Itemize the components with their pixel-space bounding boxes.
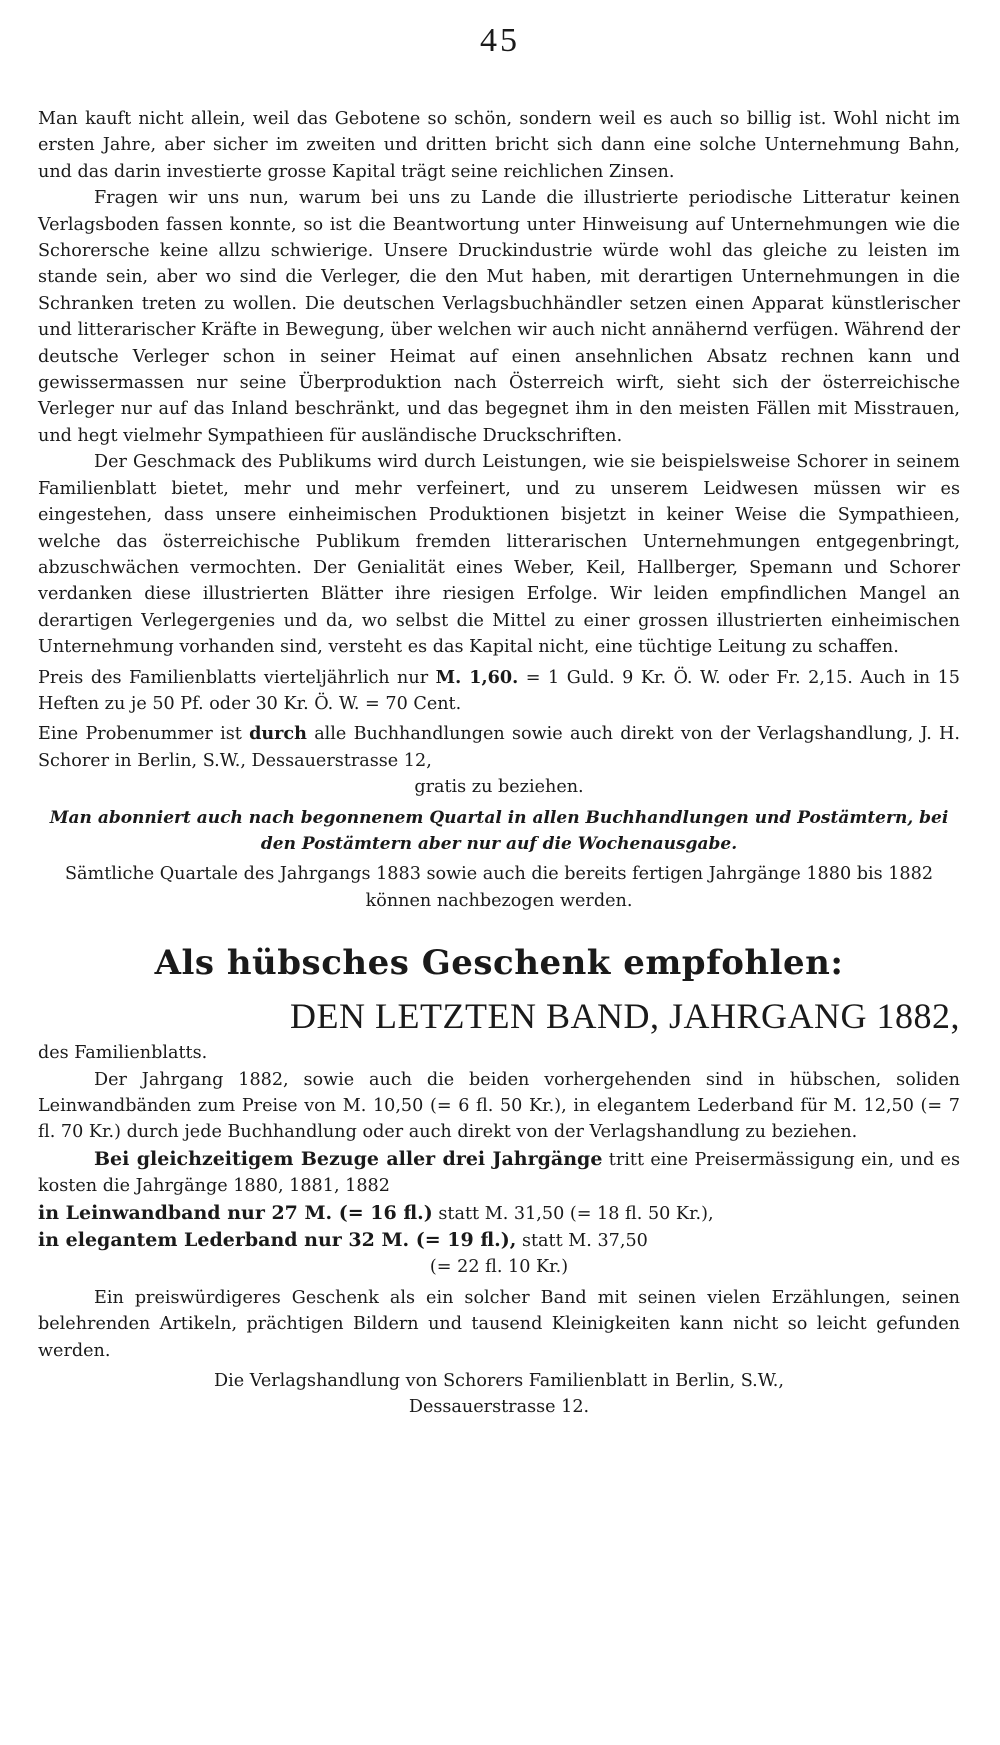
offer-bold: Bei gleichzeitigem Bezuge aller drei Jahrgänge [94, 1147, 603, 1170]
paragraph-intro: Man kauft nicht allein, weil das Gebotene so schön, sondern weil es auch so billig ist. Wohl nicht im ersten Jahre, aber sicher im zweiten und dritten bricht sich dann eine solche Unternehmung Bahn, und das darin investierte grosse Kapital trägt seine reichlichen Zinsen. [38, 109, 960, 182]
jahrgang-paragraph: Der Jahrgang 1882, sowie auch die beiden vorhergehenden sind in hübschen, soliden Leinwandbänden zum Preise von M. 10,50 (= 6 fl. 50 Kr.), in elegantem Lederband für M. 12,50 (= 7 fl. 70 Kr.) durch jede Buchhandlung oder auch direkt von der Verlagshandlung zu beziehen. [38, 1069, 960, 1143]
gift-heading: Als hübsches Geschenk empfohlen: [154, 943, 844, 984]
price-paragraph [38, 665, 960, 718]
band-subheading: des Familienblatts. [38, 1043, 208, 1064]
leather-text: statt M. 37,50 [516, 1231, 648, 1252]
sample-text-b: alle Buchhandlungen sowie auch direkt von der Verlagshandlung, J. H. Schorer in Berlin, S.W., Dessauerstrasse 12, [38, 724, 960, 771]
band-heading: DEN LETZTEN BAND, JAHRGANG 1882, [290, 996, 960, 1037]
price-amount: M. 1,60. [435, 666, 519, 688]
subscribe-note: Man abonniert auch nach begonnenem Quartal in allen Buchhandlungen und Postämtern, bei den Postämtern aber nur auf die Wochenausgabe. [49, 807, 949, 854]
leather-price-line [38, 1227, 960, 1254]
leather-bold: in elegantem Lederband nur 32 M. (= 19 fl.), [38, 1229, 517, 1252]
price-text-b: = 1 Guld. 9 Kr. Ö. W. oder Fr. 2,15. Auch in 15 Heften zu je 50 Pf. oder 30 Kr. Ö. W. = 70 Cent. [38, 667, 960, 714]
body-text [38, 106, 960, 1421]
page-number: 45 [480, 22, 520, 59]
sample-paragraph [38, 721, 960, 774]
back-issues-note: Sämtliche Quartale des Jahrgangs 1883 sowie auch die bereits fertigen Jahrgänge 1880 bis 1882 können nachbezogen werden. [64, 864, 934, 911]
gift-paragraph: Ein preiswürdigeres Geschenk als ein solcher Band mit seinen vielen Erzählungen, seinen belehrenden Artikeln, prächtigen Bildern und tausend Kleinigkeiten kann nicht so leicht gefunden werden. [38, 1287, 960, 1361]
leather-tail: (= 22 fl. 10 Kr.) [429, 1257, 569, 1278]
sample-bold: durch [249, 723, 307, 745]
linen-price-line [38, 1200, 960, 1227]
paragraph-taste: Der Geschmack des Publikums wird durch Leistungen, wie sie beispielsweise Schorer in seinem Familienblatt bietet, mehr und mehr verfeinert, und zu unserem Leidwesen müssen wir es eingestehen, dass unsere einheimischen Produktionen bisjetzt in keiner Weise die Sympathieen, welche das österreichische Publikum fremden litterarischen Unternehmungen entgegenbringt, abzuschwächen vermochten. Der Genialität eines Weber, Keil, Hallberger, Spemann und Schorer verdanken diese illustrierten Blätter ihre riesigen Erfolge. Wir leiden empfindlichen Mangel an derartigen Verlegergenies und da, wo selbst die Mittel zu einer grossen illustrierten einheimischen Unternehmung vorhanden sind, versteht es das Kapital nicht, eine tüchtige Leitung zu schaffen. [38, 452, 960, 658]
sample-text-a: Eine Probenummer ist [38, 724, 250, 745]
offer-paragraph [38, 1146, 960, 1200]
publisher-line: Die Verlagshandlung von Schorers Familienblatt in Berlin, S.W., [214, 1371, 784, 1392]
sample-tail: gratis zu beziehen. [414, 777, 584, 798]
offer-text: tritt eine Preisermässigung ein, und es kosten die Jahrgänge 1880, 1881, 1882 [38, 1149, 960, 1197]
price-text-a: Preis des Familienblatts vierteljährlich nur [38, 667, 436, 688]
publisher-address: Dessauerstrasse 12. [408, 1397, 590, 1418]
paragraph-question: Fragen wir uns nun, warum bei uns zu Lande die illustrierte periodische Litteratur keinen Verlagsboden fassen konnte, so ist die Beantwortung unter Hinweisung auf Unternehmungen wie die Schorersche keine allzu schwierige. Unsere Druckindustrie würde wohl das gleiche zu leisten im stande sein, aber wo sind die Verleger, die den Mut haben, mit derartigen Unternehmungen in die Schranken treten zu wollen. Die deutschen Verlagsbuchhändler setzen einen Apparat künstlerischer und litterarischer Kräfte in Bewegung, über welchen wir auch nicht annähernd verfügen. Während der deutsche Verleger schon in seiner Heimat auf einen ansehnlichen Absatz rechnen kann und gewissermassen nur seine Überproduktion nach Österreich wirft, sieht sich der österreichische Verleger nur auf das Inland beschränkt, und das begegnet ihm in den meisten Fällen mit Misstrauen, und hegt vielmehr Sympathieen für ausländische Druckschriften. [38, 188, 960, 446]
linen-bold: in Leinwandband nur 27 M. (= 16 fl.) [38, 1201, 433, 1224]
linen-text: statt M. 31,50 (= 18 fl. 50 Kr.), [432, 1203, 714, 1224]
